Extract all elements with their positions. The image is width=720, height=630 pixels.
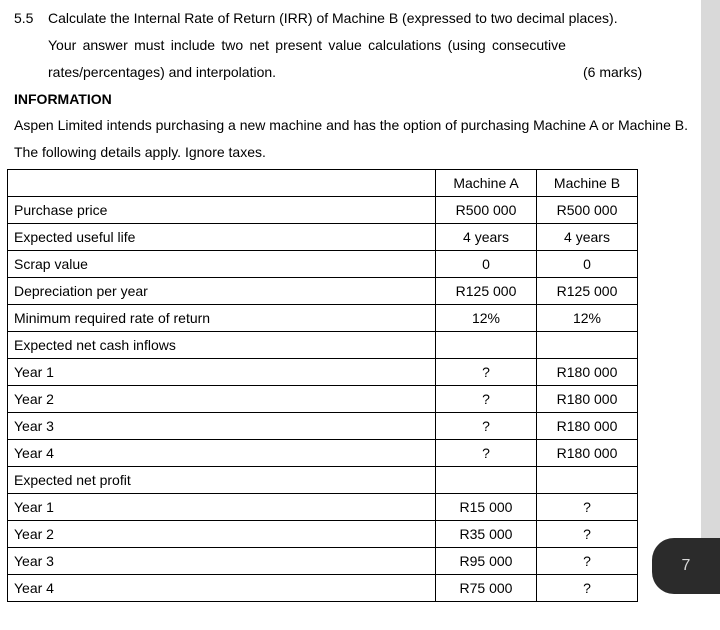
- row-label: Scrap value: [8, 251, 436, 278]
- machine-b-value: 4 years: [537, 224, 638, 251]
- table-row: [8, 224, 638, 251]
- question-number: 5.5: [14, 10, 34, 26]
- machine-a-value: [436, 332, 537, 359]
- table-row: [8, 359, 638, 386]
- info-heading: INFORMATION: [14, 91, 112, 107]
- row-label: Year 2: [8, 521, 436, 548]
- table-row: [8, 548, 638, 575]
- machine-b-value: R500 000: [537, 197, 638, 224]
- header-machine-a: Machine A: [436, 170, 537, 197]
- table-row: [8, 494, 638, 521]
- machine-b-value: ?: [537, 548, 638, 575]
- machine-a-value: R125 000: [436, 278, 537, 305]
- row-label: Year 1: [8, 494, 436, 521]
- machine-a-value: R15 000: [436, 494, 537, 521]
- section-label: Expected net profit: [8, 467, 436, 494]
- table-row: [8, 521, 638, 548]
- table-row: [8, 305, 638, 332]
- row-label: Year 3: [8, 413, 436, 440]
- question-word: value: [328, 37, 362, 53]
- row-label: Year 1: [8, 359, 436, 386]
- question-word: must: [134, 37, 165, 53]
- machine-b-value: R125 000: [537, 278, 638, 305]
- page-margin-bar: [701, 0, 720, 540]
- machine-a-value: R75 000: [436, 575, 537, 602]
- table-section-row: [8, 332, 638, 359]
- machine-b-value: R180 000: [537, 440, 638, 467]
- question-word: two: [221, 37, 244, 53]
- question-word: answer: [82, 37, 128, 53]
- machine-b-value: ?: [537, 575, 638, 602]
- machine-b-value: R180 000: [537, 386, 638, 413]
- machine-a-value: ?: [436, 386, 537, 413]
- question-line-2: [48, 37, 566, 53]
- machine-a-value: R500 000: [436, 197, 537, 224]
- page-number-tab[interactable]: [652, 538, 720, 594]
- table-row: [8, 251, 638, 278]
- machine-a-value: [436, 467, 537, 494]
- machine-a-value: R35 000: [436, 521, 537, 548]
- table-row: [8, 278, 638, 305]
- row-label: Expected useful life: [8, 224, 436, 251]
- section-label: Expected net cash inflows: [8, 332, 436, 359]
- question-word: consecutive: [492, 37, 566, 53]
- table-row: [8, 440, 638, 467]
- machine-b-value: 12%: [537, 305, 638, 332]
- question-line-1: Calculate the Internal Rate of Return (IRR) of Machine B (expressed to two decimal places).: [48, 10, 618, 26]
- intro-text-2: The following details apply. Ignore taxes.: [14, 144, 266, 160]
- question-word: include: [170, 37, 216, 53]
- question-line-3: rates/percentages) and interpolation.: [48, 64, 277, 80]
- question-marks: (6 marks): [583, 64, 643, 80]
- table-section-row: [8, 467, 638, 494]
- machine-details-table: [7, 169, 638, 602]
- question-word: net: [249, 37, 269, 53]
- machine-a-value: 12%: [436, 305, 537, 332]
- intro-text-1: Aspen Limited intends purchasing a new machine and has the option of purchasing Machine A or Machine B.: [14, 117, 688, 133]
- table-row: [8, 386, 638, 413]
- row-label: Minimum required rate of return: [8, 305, 436, 332]
- header-label: [8, 170, 436, 197]
- row-label: Depreciation per year: [8, 278, 436, 305]
- table-row: [8, 413, 638, 440]
- question-word: calculations: [368, 37, 442, 53]
- table-header-row: [8, 170, 638, 197]
- table-row: [8, 197, 638, 224]
- machine-a-value: 4 years: [436, 224, 537, 251]
- machine-b-value: [537, 332, 638, 359]
- machine-a-value: ?: [436, 413, 537, 440]
- table-row: [8, 575, 638, 602]
- row-label: Year 4: [8, 440, 436, 467]
- machine-b-value: [537, 467, 638, 494]
- machine-b-value: R180 000: [537, 413, 638, 440]
- machine-b-value: ?: [537, 521, 638, 548]
- question-word: (using: [447, 37, 486, 53]
- machine-b-value: R180 000: [537, 359, 638, 386]
- page-number: 7: [681, 557, 691, 574]
- machine-b-value: ?: [537, 494, 638, 521]
- machine-a-value: 0: [436, 251, 537, 278]
- machine-b-value: 0: [537, 251, 638, 278]
- row-label: Year 4: [8, 575, 436, 602]
- row-label: Purchase price: [8, 197, 436, 224]
- row-label: Year 2: [8, 386, 436, 413]
- question-word: present: [275, 37, 322, 53]
- header-machine-b: Machine B: [537, 170, 638, 197]
- machine-a-value: R95 000: [436, 548, 537, 575]
- question-word: Your: [48, 37, 77, 53]
- machine-a-value: ?: [436, 359, 537, 386]
- machine-a-value: ?: [436, 440, 537, 467]
- row-label: Year 3: [8, 548, 436, 575]
